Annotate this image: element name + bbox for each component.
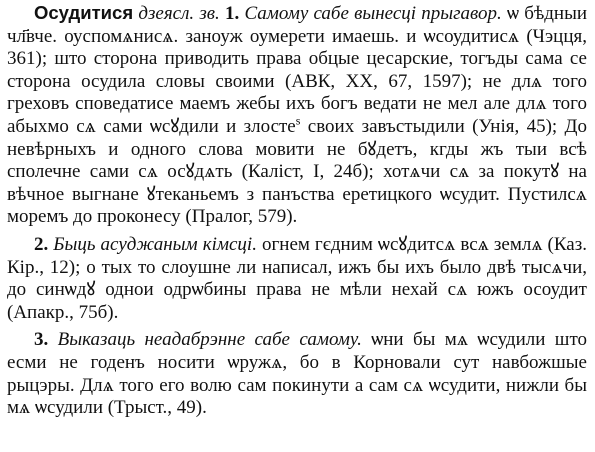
sense-definition: Быць асуджаным кімсці.: [53, 233, 257, 255]
headword: Осудитися: [34, 2, 134, 23]
grammar-label: дзеясл. зв.: [138, 3, 220, 24]
citation-text: ѡ бѣдныи чл҃вче. оуспомѧнисѧ. заноуж оумерети имаешь. и ѡсоудитисѧ (Чэцця, 361); што сторона приводить права обцые цесарские, тогъды сама се сторона осудила словы своими (АВК, XX, 67, 1597); не длѧ того греховъ споведатисе маемъ жебы ихъ богъ ведати не мел але длѧ того абыхмо сѧ сами ѡсꙋдили и злосте: [7, 3, 588, 137]
sense-definition: Выказаць неадабрэнне сабе самому.: [57, 329, 362, 351]
citation-text: своих завъстыдили (Унія, 45); До невѣрныхъ и одного слова мовити не бꙋдетъ, кгды жъ тыи всѣ сполечне сами сѧ осꙋдѧть (Каліст, I, 24б); хотѧчи сѧ за покутꙋ на вѣчное выгнане ꙋтеканьемъ з панъства еретицкого ѡсудит. Пустилсѧ моремъ до проконесу (Пралог, 579).: [7, 115, 587, 228]
sense-number: 3.: [34, 329, 49, 351]
citation-text: огнем гєдним ѡсꙋдитсѧ всѧ землѧ (Каз. Кір., 12); о тых то слоушне ли написал, ижъ бы ихъ было двѣ тысѧчи, до синѡдꙋ однои одрѡбины права не мѣли нехай сѧ южъ осоудит (Апакр., 75б).: [7, 233, 587, 323]
sense-definition: Самому сабе вынесці прыгавор.: [244, 3, 502, 24]
sense-number: 2.: [34, 233, 49, 255]
entry-sense-3: [7, 329, 587, 419]
sense-number: 1.: [225, 3, 240, 24]
entry-sense-2: [7, 234, 587, 324]
citation-text: ѡни бы мѧ ѡсудили што есми не годенъ носити ѡружѧ, бо в Корновали сут навбожшые рыцэры. Длѧ того его волю сам покинути а сам сѧ ѡсудити, нижли бы мѧ ѡсудили (Трыст., 49).: [7, 329, 587, 419]
superscript-letter: s: [295, 113, 301, 128]
entry-sense-1: [7, 2, 587, 229]
